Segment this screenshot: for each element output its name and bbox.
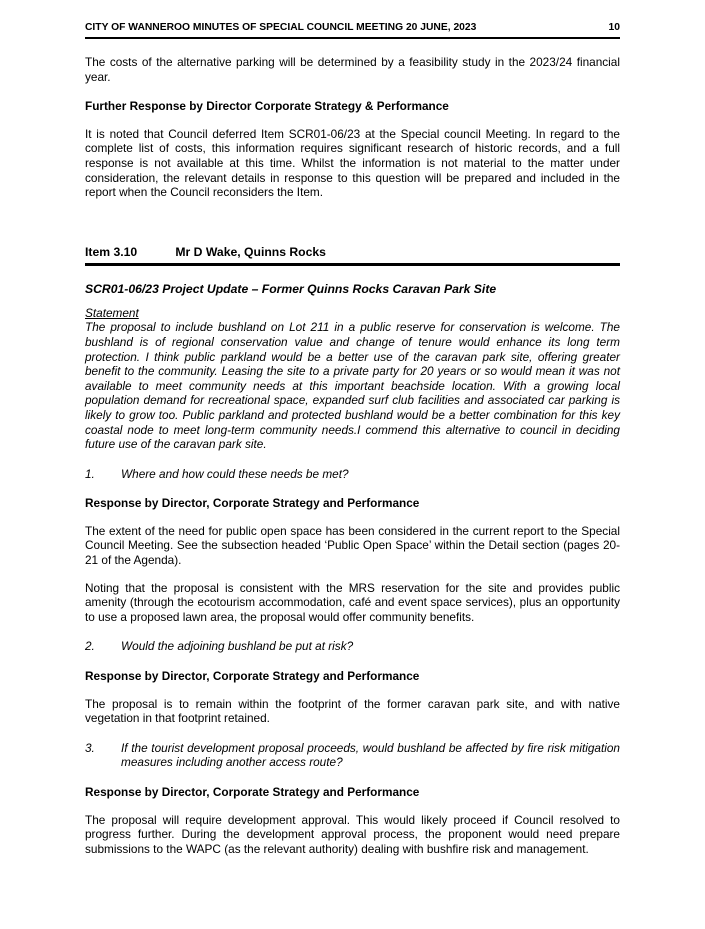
question-2 [85,639,620,654]
question-2-text: Would the adjoining bushland be put at risk? [121,639,354,654]
response-heading-1: Response by Director, Corporate Strategy and Performance [85,496,420,511]
header-title: CITY OF WANNEROO MINUTES OF SPECIAL COUNCIL MEETING 20 JUNE, 2023 [85,22,477,33]
header-row [85,22,620,34]
paragraph-parking-costs: The costs of the alternative parking will be determined by a feasibility study in the 2023/24 financial year. [85,55,620,84]
further-response-heading: Further Response by Director Corporate Strategy & Performance [85,99,449,114]
item-subject-heading: SCR01-06/23 Project Update – Former Quinns Rocks Caravan Park Site [85,281,497,296]
question-3 [85,741,620,770]
question-1-number: 1. [85,466,95,481]
item-number: Item 3.10 [85,244,138,259]
response-2-paragraph-1: The proposal is to remain within the footprint of the former caravan park site, and with native vegetation in that footprint retained. [85,696,620,726]
response-1-paragraph-1: The extent of the need for public open space has been considered in the current report to the Special Council Meeting. See the subsection headed ‘Public Open Space’ within the Detail section (pages 20-21 of the Agenda). [85,523,620,568]
statement-label: Statement [85,305,139,320]
statement-paragraph: The proposal to include bushland on Lot 211 in a public reserve for conservation is welcome. The bushland is of regional conservation value and change of tenure would enhance its long term protection. I think public parkland would be a better use of the caravan park site, offering greater benefit to the community. Leasing the site to a private party for 20 years or so would mean it was not available to meet community needs at this important beachside location. With a growing local population demand for recreational space, expanded surf club facilities and associated car parking is likely to grow too. Public parkland and protected bushland would be a better combination for this key coastal node to meet long-term community needs.I commend this alternative to council in deciding future use of the caravan park site. [85,320,620,452]
page-header [85,22,620,39]
item-presenter: Mr D Wake, Quinns Rocks [175,244,326,259]
question-3-number: 3. [85,740,95,755]
header-page-number: 10 [608,22,620,33]
response-heading-3: Response by Director, Corporate Strategy and Performance [85,785,420,799]
response-3-paragraph-1: The proposal will require development approval. This would likely proceed if Council resolved to progress further. During the development approval process, the proponent would need prepare submissions to the WAPC (as the relevant authority) dealing with bushfire risk and management. [85,812,620,856]
question-3-text: If the tourist development proposal proceeds, would bushland be affected by fire risk mitigation measures including another access route? [121,740,620,770]
paragraph-item-deferred: It is noted that Council deferred Item SCR01-06/23 at the Special council Meeting. In regard to the complete list of costs, this information requires significant research of historic records, and a full response is not available at this time. Whilst the information is not material to the matter under consideration, the relevant details in response to this question will be prepared and included in the report when the Council reconsiders the Item. [85,126,620,200]
question-2-number: 2. [85,639,95,654]
item-heading [85,245,620,260]
question-1-text: Where and how could these needs be met? [121,466,349,481]
header-rule [85,37,620,39]
response-heading-2: Response by Director, Corporate Strategy and Performance [85,669,420,684]
response-1-paragraph-2: Noting that the proposal is consistent with the MRS reservation for the site and provides public amenity (through the ecotourism accommodation, café and event space services), plus an opportunity to use a proposed lawn area, the proposal would offer community benefits. [85,580,620,624]
question-1 [85,467,620,482]
item-heading-rule [85,263,620,266]
